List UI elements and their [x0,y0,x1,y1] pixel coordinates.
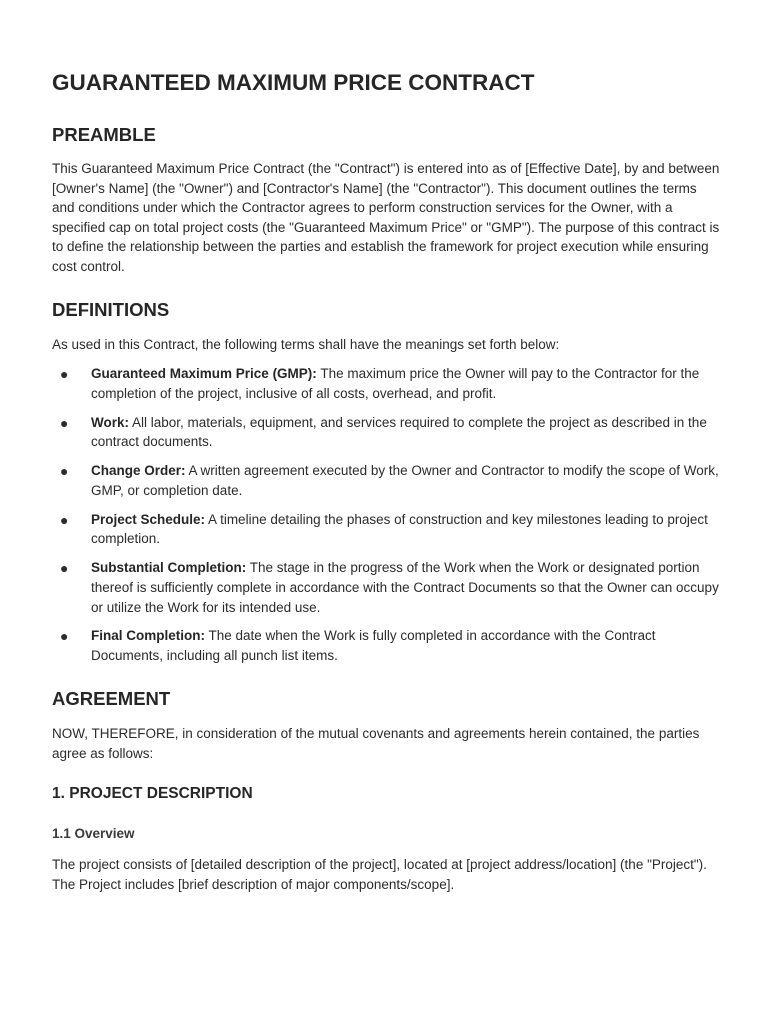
definition-term: Substantial Completion: [91,560,247,576]
definition-text: The stage in the progress of the Work when the Work or designated portion thereof is sufficiently complete in accordance with the Contract Documents so that the Owner can occupy or utilize the Work for its intended use. [91,560,719,615]
bullet-icon: ● [60,628,69,645]
definition-term: Guaranteed Maximum Price (GMP): [91,366,317,381]
definition-term: Change Order: [91,463,186,479]
definition-term: Work: [91,414,130,430]
section-1-heading: 1. PROJECT DESCRIPTION [52,785,253,802]
bullet-icon: ● [60,463,69,480]
preamble-heading: PREAMBLE [52,124,156,145]
definitions-list [52,364,720,675]
bullet-icon: ● [60,511,69,528]
definition-term: Project Schedule: [91,511,206,527]
definition-text: The date when the Work is fully completed in accordance with the Contract Documents, including all punch list items. [91,628,656,664]
definitions-intro: As used in this Contract, the following terms shall have the meanings set forth below: [52,337,560,352]
definition-text: All labor, materials, equipment, and services required to complete the project as described in the contract documents. [91,414,707,450]
definition-text: The maximum price the Owner will pay to the Contractor for the completion of the project, inclusive of all costs, overhead, and profit. [91,366,700,401]
agreement-text: NOW, THEREFORE, in consideration of the mutual covenants and agreements herein contained, the parties agree as follows: [52,726,700,761]
definition-text: A timeline detailing the phases of construction and key milestones leading to project completion. [91,511,708,547]
bullet-icon: ● [60,560,69,577]
definition-item-final-completion [52,626,720,665]
agreement-heading: AGREEMENT [52,688,171,709]
definition-item-work [52,413,720,452]
section-1-1-heading: 1.1 Overview [52,826,135,841]
definition-item-substantial-completion [52,558,720,617]
document-title: GUARANTEED MAXIMUM PRICE CONTRACT [52,70,535,95]
preamble-text: This Guaranteed Maximum Price Contract (the "Contract") is entered into as of [Effective Date], by and between [Owner's Name] (the "Owner") and [Contractor's Name] (the "Contractor"). This document outlines the terms and conditions under which the Contractor agrees to perform construction services for the Owner, with a specified cap on total project costs (the "Guaranteed Maximum Price" or "GMP"). The purpose of this contract is to define the relationship between the parties and establish the framework for project execution while ensuring cost control. [52,161,720,274]
definition-item-gmp [52,364,720,403]
definitions-heading: DEFINITIONS [52,299,170,320]
definition-item-project-schedule [52,510,720,549]
definition-term: Final Completion: [91,628,205,644]
section-1-1-text: The project consists of [detailed description of the project], located at [project address/location] (the "Project"). The Project includes [brief description of major components/scope]. [52,857,707,892]
definition-item-change-order [52,461,720,500]
bullet-icon: ● [60,414,69,431]
definition-text: A written agreement executed by the Owner and Contractor to modify the scope of Work, GMP, or completion date. [91,463,719,498]
bullet-icon: ● [60,366,69,382]
